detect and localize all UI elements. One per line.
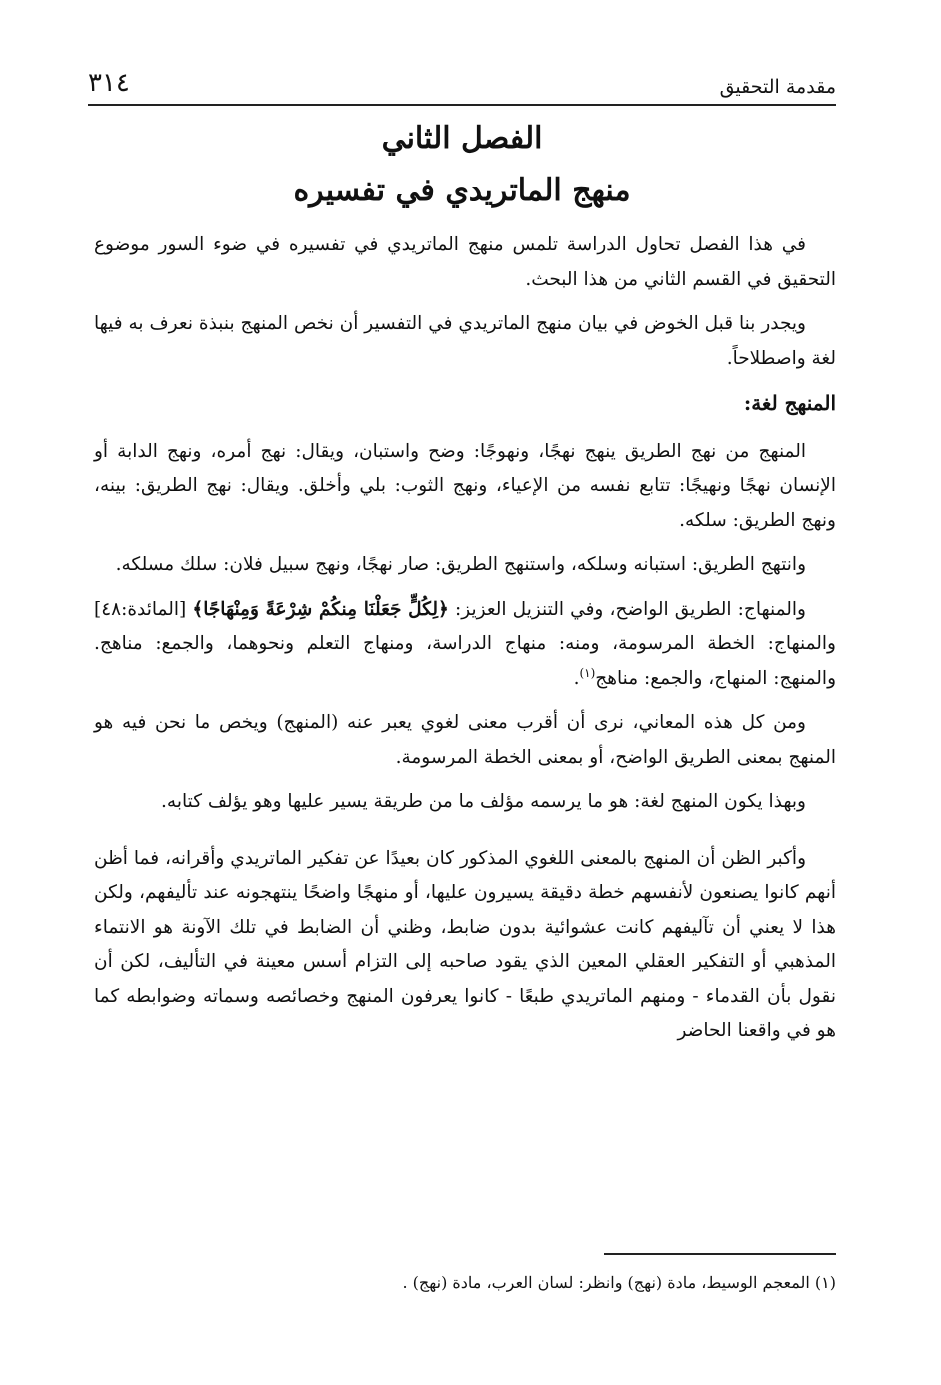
paragraph-discussion: وأكبر الظن أن المنهج بالمعنى اللغوي المذكور كان بعيدًا عن تفكير الماتريدي وأقرانه، فما أظن أنهم كانوا يصنعون لأنفسهم خطة دقيقة يسيرون عليها، أو منهجًا واضحًا ينتهجونه عند تأليفهم، ولكن هذا لا يعني أن تآليفهم كانت عشوائية بدون ضابط، وظني أن الضابط في تلك الآونة هو الانتماء المذهبي أو التفكير العقلي المعين الذي يقود صاحبه إلى التزام أسس معينة في التأليف، لكن أن نقول بأن القدماء - ومنهم الماتريدي طبعًا - كانوا يعرفون المنهج وخصائصه وسماته وضوابطه كما هو في واقعنا الحاضر <box>94 847 836 1041</box>
section-subheading: المنهج لغة: <box>743 391 836 415</box>
chapter-title: الفصل الثاني <box>381 121 543 156</box>
chapter-subtitle: منهج الماتريدي في تفسيره <box>293 173 631 208</box>
footnote-divider <box>604 1253 836 1255</box>
paragraph-preface: ويجدر بنا قبل الخوض في بيان منهج الماتريدي في التفسير أن نخص المنهج بنبذة نعرف به فيها لغة واصطلاحاً. <box>94 313 836 369</box>
minhaj-text-a: والمنهاج: الطريق الواضح، وفي التنزيل العزيز: <box>455 598 806 620</box>
paragraph-intahaja: وانتهج الطريق: استبانه وسلكه، واستنهج الطريق: صار نهجًا، ونهج سبيل فلان: سلك مسلكه. <box>115 554 806 575</box>
footnote-reference: (١) <box>579 665 596 680</box>
page-header <box>88 62 836 106</box>
minhaj-text-end: . <box>573 667 580 689</box>
page-number: ٣١٤ <box>88 68 130 98</box>
minhaj-text-b: [المائدة:٤٨] والمنهاج: الخطة المرسومة، ومنه: منهاج الدراسة، ومنهاج التعلم ونحوهما، والجمع: مناهج. والمنهج: المنهاج، والجمع: مناهج <box>94 598 836 689</box>
paragraph-definition: المنهج من نهج الطريق ينهج نهجًا، ونهوجًا: وضح واستبان، ويقال: نهج أمره، ونهج الدابة أو الإنسان نهجًا ونهيجًا: تتابع نفسه من الإعياء، ونهج الثوب: بلي وأخلق. ويقال: نهج الطريق: بينه، ونهج الطريق: سلكه. <box>94 440 836 531</box>
paragraph-conclusion: وبهذا يكون المنهج لغة: هو ما يرسمه مؤلف ما من طريقة يسير عليها وهو يؤلف كتابه. <box>161 791 806 812</box>
body-text <box>94 228 836 1059</box>
paragraph-intro: في هذا الفصل تحاول الدراسة تلمس منهج الماتريدي في تفسيره في ضوء السور موضوع التحقيق في القسم الثاني من هذا البحث. <box>94 234 836 290</box>
quran-verse: ﴿لِكُلٍّ جَعَلْنَا مِنكُمْ شِرْعَةً وَمِنْهَاجًا﴾ <box>192 598 449 620</box>
paragraph-minhaj <box>94 593 836 697</box>
paragraph-meaning: ومن كل هذه المعاني، نرى أن أقرب معنى لغوي يعبر عنه (المنهج) ويخص ما نحن فيه هو المنهج بمعنى الطريق الواضح، أو بمعنى الخطة المرسومة. <box>94 712 836 768</box>
footnote: (١) المعجم الوسيط، مادة (نهج) وانظر: لسان العرب، مادة (نهج) . <box>402 1273 836 1292</box>
running-head: مقدمة التحقيق <box>719 76 836 98</box>
